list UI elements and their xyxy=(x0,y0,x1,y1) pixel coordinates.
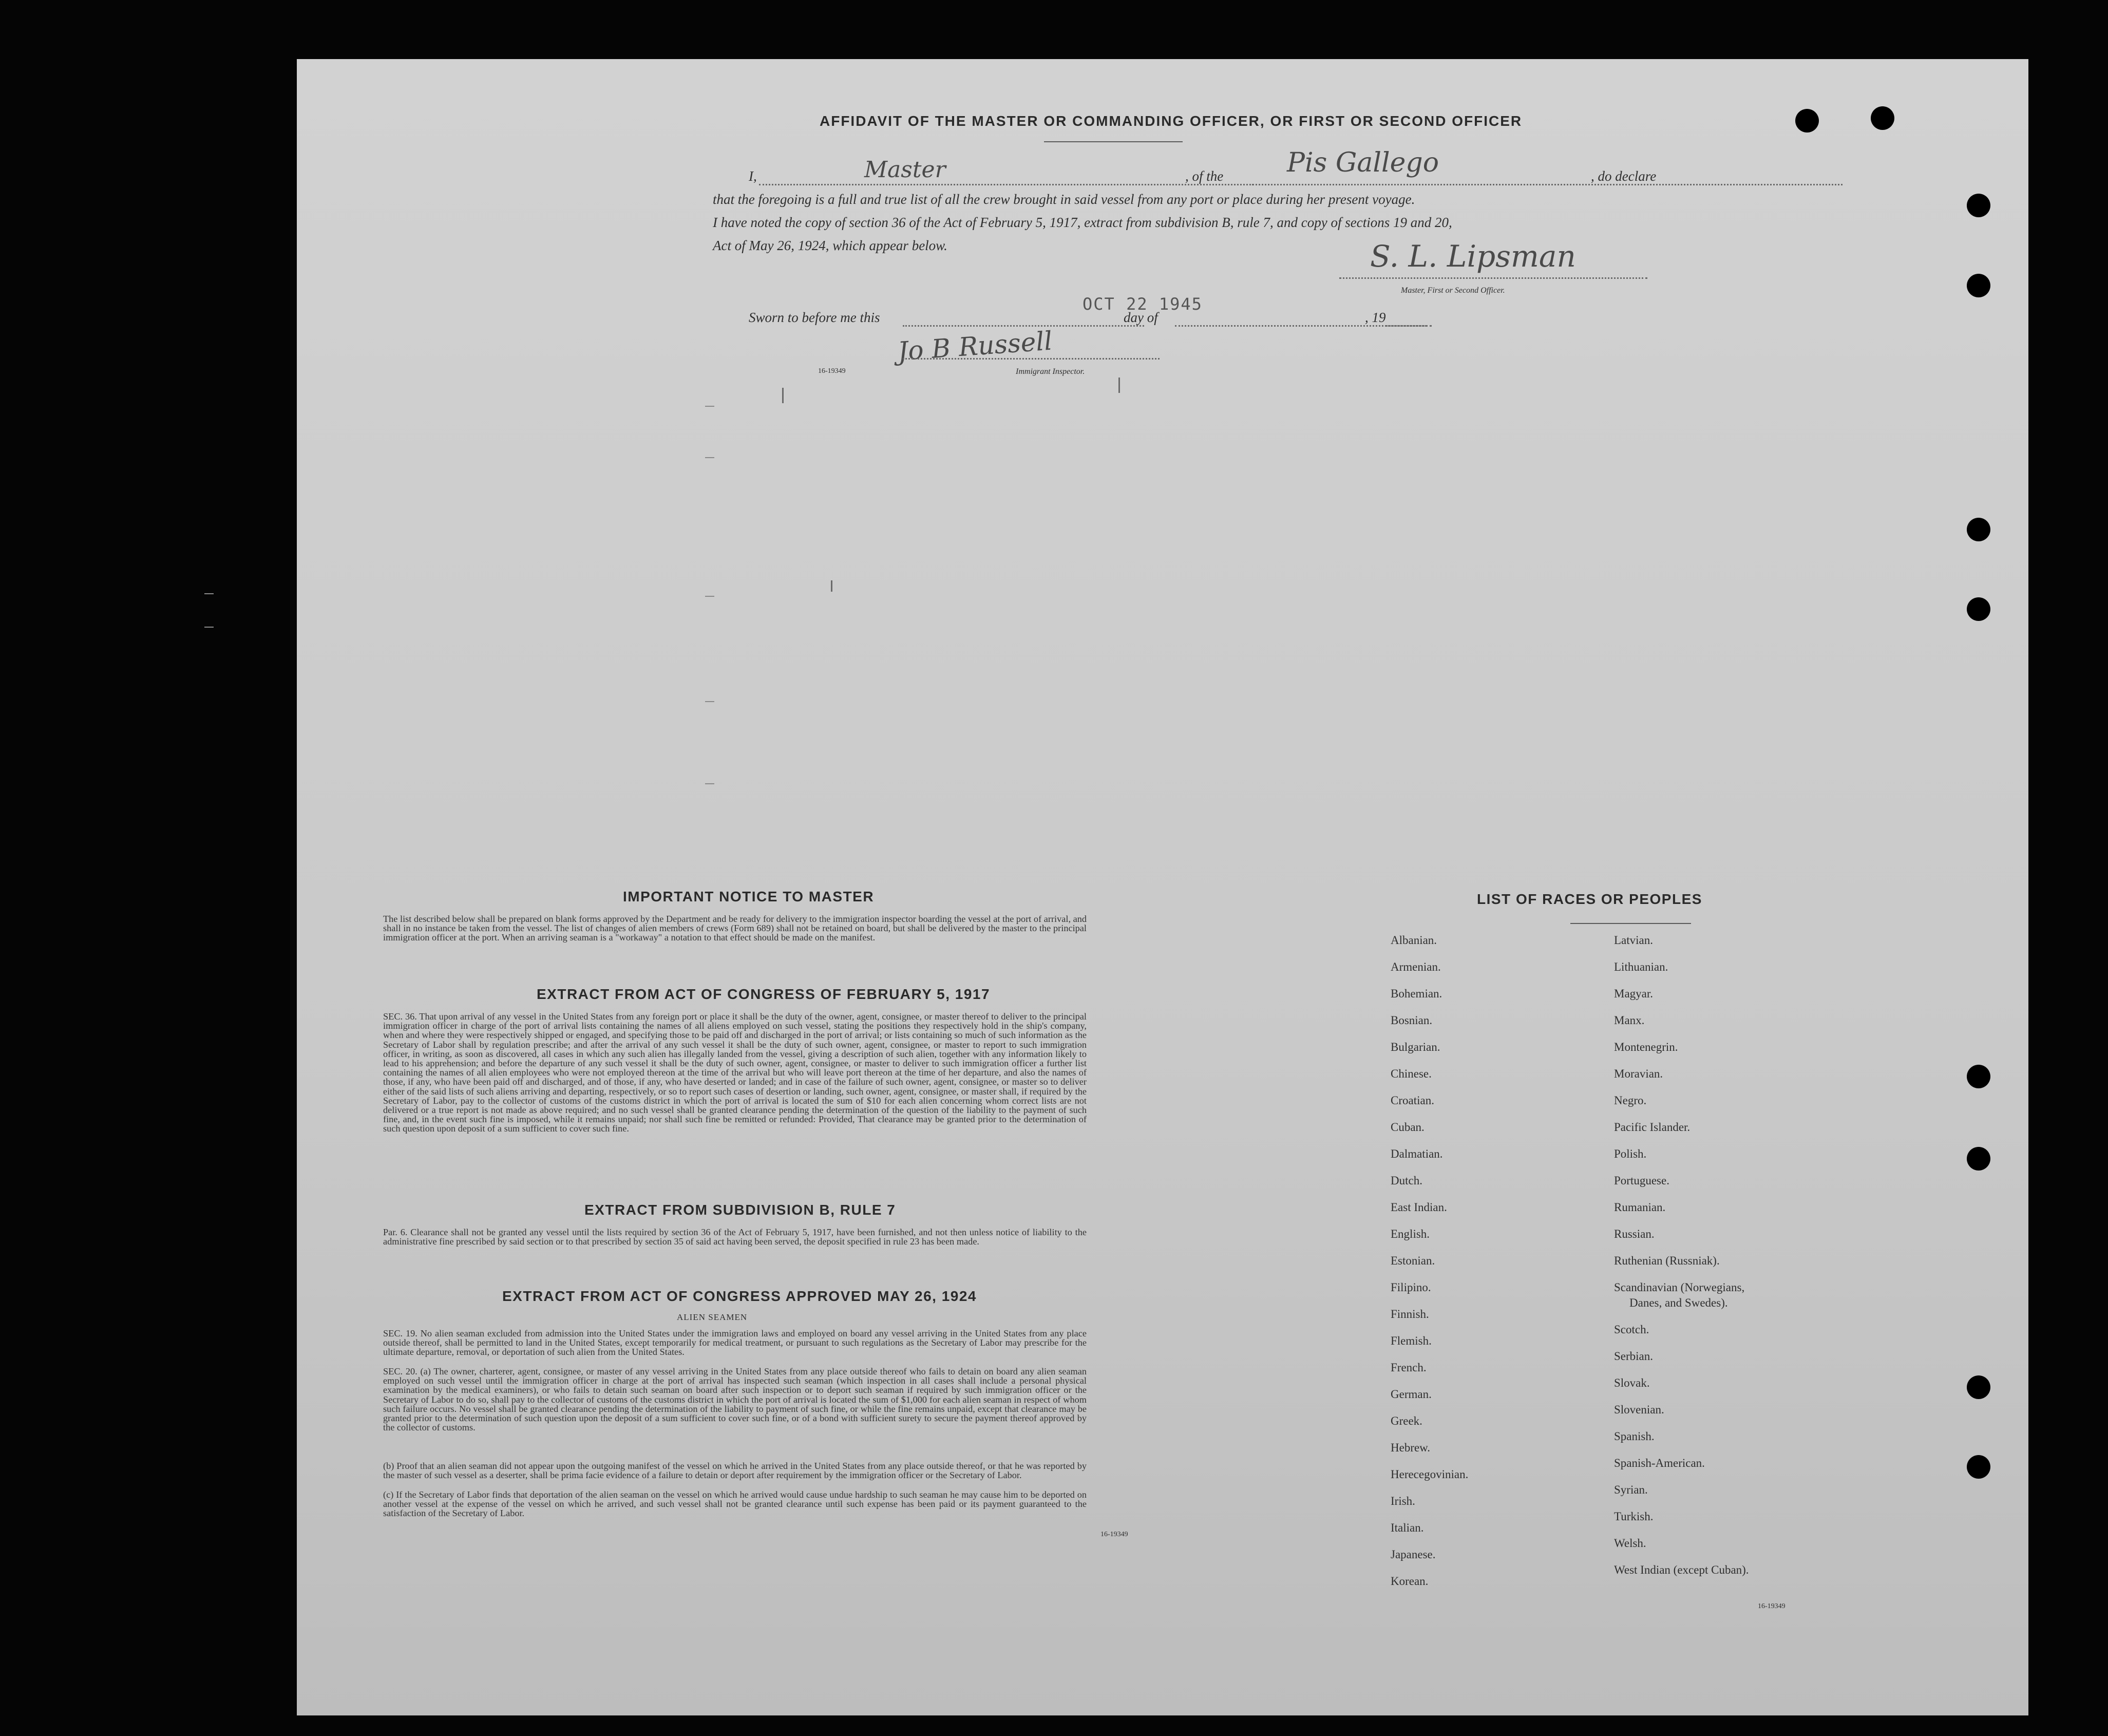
races-title: LIST OF RACES OR PEOPLES xyxy=(1477,891,1702,907)
affidavit-line-3: I have noted the copy of section 36 of the Act of February 5, 1917, extract from subdivision B, rule 7, and copy of sections 19 and 20, xyxy=(713,215,1452,230)
punch-hole xyxy=(1967,1147,1990,1171)
bleed-stroke xyxy=(1118,378,1120,393)
affidavit-line-1 xyxy=(749,164,757,188)
signature-caption: Master, First or Second Officer. xyxy=(1401,286,1505,295)
races-column-2 xyxy=(1614,927,1749,1583)
affidavit-line-2: that the foregoing is a full and true list of all the crew brought in said vessel from any port or place during her present voyage. xyxy=(713,192,1415,207)
bleed-mark xyxy=(204,627,214,628)
sworn-day-of: day of xyxy=(1124,310,1158,325)
race-item: Welsh. xyxy=(1614,1537,1646,1550)
sworn-day-dots xyxy=(903,325,1144,327)
act-1924-title: EXTRACT FROM ACT OF CONGRESS APPROVED MAY 26, 1924 xyxy=(502,1288,977,1304)
race-item: Serbian. xyxy=(1614,1350,1654,1363)
race-item: Korean. xyxy=(1391,1575,1429,1588)
punch-hole xyxy=(1871,106,1894,130)
race-item: Dutch. xyxy=(1391,1174,1422,1187)
inspector-dots xyxy=(903,358,1160,360)
inspector-caption: Immigrant Inspector. xyxy=(1016,367,1085,376)
race-item: Negro. xyxy=(1614,1094,1647,1107)
race-item: Turkish. xyxy=(1614,1510,1654,1523)
rule-7-title: EXTRACT FROM SUBDIVISION B, RULE 7 xyxy=(584,1202,896,1218)
act-1924-sec20a: SEC. 20. (a) The owner, charterer, agent, consignee, or master of any vessel arriving in the United States from any place outside thereof who fails to detain on board any alien seaman employed on such vessel until the immigration officer in charge at the port of arrival has inspected such seaman (which inspection in all cases shall include a personal physical examination by the medical examiners), or who fails to detain such seaman on board after such inspection or to deport such seaman if required by such immigration officer or the Secretary of Labor to do so, shall pay to the collector of customs of the customs district in which the port of arrival is located the sum of $1,000 for each alien seaman in respect of whom such failure occurs. No vessel shall be granted clearance pending the determination of the liability to payment of such fine, or while the fine remains unpaid, except that clearance may be granted prior to the determination of such question upon the deposit of a sum sufficient to cover such fine, or of a bond with sufficient surety to secure the payment thereof approved by the collector of customs. xyxy=(383,1366,1087,1433)
race-item: Finnish. xyxy=(1391,1308,1429,1320)
bleed-mark xyxy=(705,457,714,458)
act-1924-sec19: SEC. 19. No alien seaman excluded from admission into the United States under the immigration laws and employed on board any vessel arriving in the United States from any place outside thereof, shall be permitted to land in the United States, except temporarily for medical treatment, or pursuant to such regulations as the Secretary of Labor may prescribe for the ultimate departure, removal, or deportation of such alien from the United States. xyxy=(383,1328,1087,1357)
bleed-mark xyxy=(705,406,714,407)
punch-hole xyxy=(1967,194,1990,217)
race-item: Pacific Islander. xyxy=(1614,1121,1691,1134)
race-item: Danes, and Swedes). xyxy=(1629,1296,1728,1309)
race-item: Ruthenian (Russniak). xyxy=(1614,1254,1720,1267)
race-item: Lithuanian. xyxy=(1614,960,1668,973)
race-item: Montenegrin. xyxy=(1614,1041,1678,1053)
race-item: German. xyxy=(1391,1388,1432,1401)
race-item: Polish. xyxy=(1614,1147,1647,1160)
act-1924-sec20b: (b) Proof that an alien seaman did not appear upon the outgoing manifest of the vessel on which he arrived in the United States from any place outside thereof, or that he was reported by the master of such vessel as a deserter, shall be prima facie evidence of a failure to detain or deport after requirement by the immigration officer or the Secretary of Labor. xyxy=(383,1461,1087,1481)
notice-title: IMPORTANT NOTICE TO MASTER xyxy=(623,889,875,904)
master-handwriting: Master xyxy=(864,157,946,183)
race-item: Cuban. xyxy=(1391,1121,1425,1134)
race-item: Hebrew. xyxy=(1391,1441,1431,1454)
race-item: Greek. xyxy=(1391,1414,1422,1427)
manifest-page xyxy=(297,59,2028,1715)
race-item: Manx. xyxy=(1614,1014,1645,1027)
affidavit-title: AFFIDAVIT OF THE MASTER OR COMMANDING OFFICER, OR FIRST OR SECOND OFFICER xyxy=(820,113,1523,129)
race-item: West Indian (except Cuban). xyxy=(1614,1563,1749,1576)
bleed-mark xyxy=(705,783,714,784)
act-1917-title: EXTRACT FROM ACT OF CONGRESS OF FEBRUARY 5, 1917 xyxy=(537,986,991,1002)
race-item: Flemish. xyxy=(1391,1334,1432,1347)
race-item: Armenian. xyxy=(1391,960,1441,973)
signature-dots xyxy=(1339,277,1647,279)
race-item: Slovak. xyxy=(1614,1376,1650,1389)
inspector-signature: Jo B Russell xyxy=(897,326,1054,367)
punch-hole xyxy=(1967,597,1990,621)
races-title-rule xyxy=(1570,923,1691,924)
races-form-number: 16-19349 xyxy=(1758,1602,1786,1610)
race-item: Bohemian. xyxy=(1391,987,1442,1000)
race-item: Scandinavian (Norwegians, xyxy=(1614,1281,1745,1294)
race-item: Filipino. xyxy=(1391,1281,1431,1294)
date-stamp: OCT 22 1945 xyxy=(1083,294,1203,314)
bleed-stroke xyxy=(831,580,832,592)
act-1917-body: SEC. 36. That upon arrival of any vessel in the United States from any foreign port or place it shall be the duty of the owner, agent, consignee, or master thereof to deliver to the principal immigration officer in charge of the port of arrival lists containing the names of all aliens employed on such vessel, stating the positions they respectively hold in the ship's company, when and where they were respectively shipped or engaged, and specifying those to be paid off and discharged in the port of arrival; or lists containing so much of such information as the Secretary of Labor shall by regulation prescribe; and after the arrival of any such vessel it shall be the duty of such owner, agent, consignee, or master to report to such immigration officer, in writing, as soon as discovered, all cases in which any such alien has illegally landed from the vessel, giving a description of such alien, together with any information likely to lead to his apprehension; and before the departure of any such vessel it shall be the duty of such owner, agent, consignee, or master to deliver to such immigration officer a further list containing the names of all alien employees who were not employed thereon at the time of the arrival but who will leave port thereon at the time of her departure, and also the names of those, if any, who have been paid off and discharged, and of those, if any, who have deserted or landed; and in case of the failure of such owner, agent, consignee, or master so to deliver either of the said lists of such aliens arriving and departing, respectively, or so to report such cases of desertion or landing, such owner, agent, consignee, or master shall, if required by the Secretary of Labor, pay to the collector of customs of the customs district in which the port of arrival is located the sum of $10 for each alien concerning whom correct lists are not delivered or a true report is not made as above required; and no such vessel shall be granted clearance pending the determination of the question of the liability to the payment of such fine, and, in the event such fine is imposed, while it remains unpaid; nor shall such fine be remitted or refunded: Provided, That clearance may be granted prior to the determination of such question upon deposit of a sum sufficient to cover such fine. xyxy=(383,1011,1087,1134)
bleed-stroke xyxy=(782,388,784,403)
race-item: Latvian. xyxy=(1614,934,1653,947)
punch-hole xyxy=(1967,1375,1990,1399)
race-item: French. xyxy=(1391,1361,1427,1374)
race-item: Moravian. xyxy=(1614,1067,1663,1080)
race-item: Scotch. xyxy=(1614,1323,1649,1336)
act-1924-form-number: 16-19349 xyxy=(1100,1531,1128,1538)
declare-text: , do declare xyxy=(1591,168,1657,184)
bleed-mark xyxy=(705,701,714,702)
affidavit-form-number: 16-19349 xyxy=(818,367,846,375)
race-item: Croatian. xyxy=(1391,1094,1434,1107)
sworn-year: , 19 xyxy=(1365,310,1386,325)
punch-hole xyxy=(1967,274,1990,297)
affidavit-i: I, xyxy=(749,168,757,184)
title-rule xyxy=(1044,141,1183,142)
affidavit-line-4: Act of May 26, 1924, which appear below. xyxy=(713,238,947,253)
sworn-prefix: Sworn to before me this xyxy=(749,310,880,325)
act-1924-sec20c: (c) If the Secretary of Labor finds that deportation of the alien seaman on the vessel on which he arrived would cause undue hardship to such seaman he may cause him to be deported on another vessel at the expense of the vessel on which he arrived, and such vessel shall not be granted clearance until such expense has been paid or its payment guaranteed to the satisfaction of the Secretary of Labor. xyxy=(383,1489,1087,1519)
act-1924-subtitle: ALIEN SEAMEN xyxy=(677,1312,748,1322)
race-item: Italian. xyxy=(1391,1521,1424,1534)
vessel-name-dots xyxy=(1252,184,1843,185)
race-item: Bosnian. xyxy=(1391,1014,1433,1027)
sworn-year-dots xyxy=(1385,325,1432,327)
notice-body: The list described below shall be prepared on blank forms approved by the Department and be ready for delivery to the immigration inspector boarding the vessel at the port of arrival, and shall in no instance be taken from the vessel. The list of changes of alien members of crews (Form 689) shall not be retained on board, but shall be delivered by the master to the principal immigration officer at the port. When an arriving seaman is a "workaway" a notation to that effect should be made on the manifest. xyxy=(383,914,1087,943)
bleed-mark xyxy=(705,596,714,597)
race-item: English. xyxy=(1391,1228,1430,1240)
race-item: Syrian. xyxy=(1614,1483,1648,1496)
race-item: Dalmatian. xyxy=(1391,1147,1443,1160)
bleed-mark xyxy=(204,593,214,594)
race-item: Russian. xyxy=(1614,1228,1655,1240)
race-item: Albanian. xyxy=(1391,934,1437,947)
punch-hole xyxy=(1795,109,1819,133)
race-item: Slovenian. xyxy=(1614,1403,1664,1416)
race-item: Spanish. xyxy=(1614,1430,1655,1443)
vessel-handwriting: Pis Gallego xyxy=(1287,147,1439,178)
races-column-1 xyxy=(1391,927,1468,1595)
race-item: Rumanian. xyxy=(1614,1201,1666,1214)
race-item: Chinese. xyxy=(1391,1067,1432,1080)
race-item: Magyar. xyxy=(1614,987,1654,1000)
punch-hole xyxy=(1967,518,1990,541)
race-item: Irish. xyxy=(1391,1495,1415,1507)
race-item: East Indian. xyxy=(1391,1201,1447,1214)
race-item: Spanish-American. xyxy=(1614,1457,1705,1469)
rule-7-body: Par. 6. Clearance shall not be granted any vessel until the lists required by section 36 of the Act of February 5, 1917, have been furnished, and not then unless notice of liability to the administrative fine prescribed by said section or to that prescribed by section 35 of said act having been served, the deposit specified in rule 23 has been made. xyxy=(383,1227,1087,1247)
race-item: Bulgarian. xyxy=(1391,1041,1440,1053)
punch-hole xyxy=(1967,1455,1990,1479)
master-signature: S. L. Lipsman xyxy=(1370,239,1576,274)
race-item: Herecegovinian. xyxy=(1391,1468,1469,1481)
race-item: Portuguese. xyxy=(1614,1174,1669,1187)
race-item: Japanese. xyxy=(1391,1548,1436,1561)
punch-hole xyxy=(1967,1065,1990,1088)
race-item: Estonian. xyxy=(1391,1254,1435,1267)
of-the-text: , of the xyxy=(1185,168,1224,184)
